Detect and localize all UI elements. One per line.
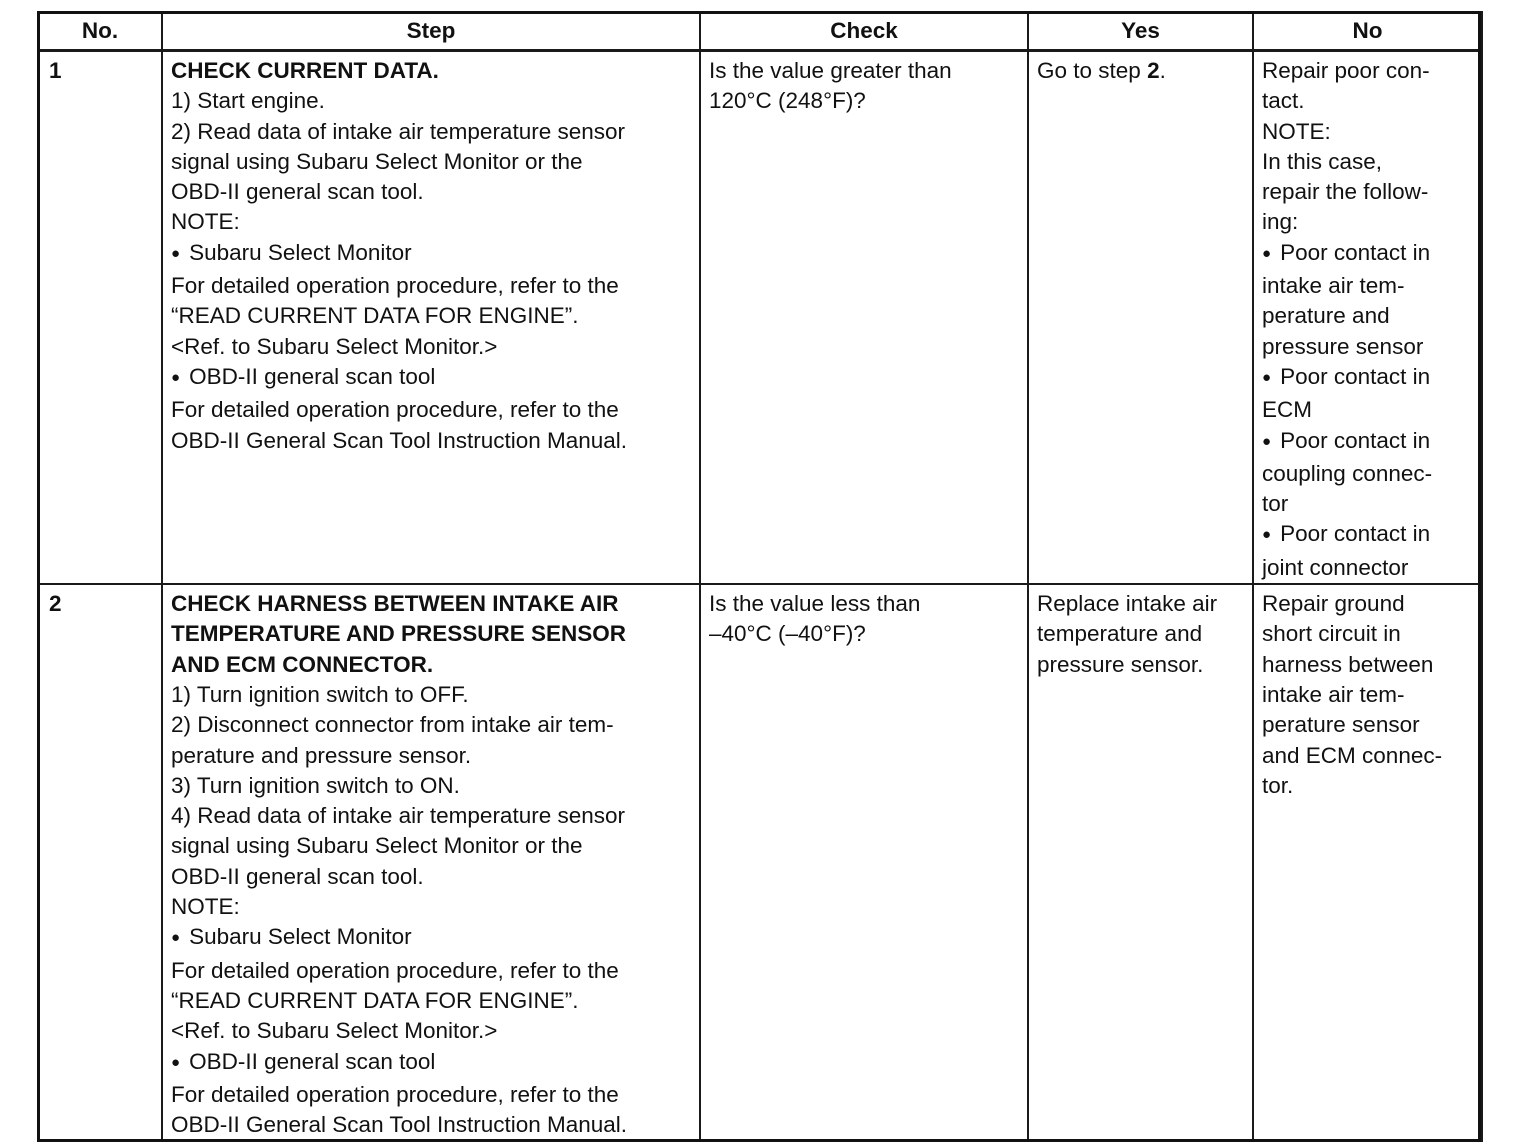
header-no: No. — [38, 12, 162, 51]
no-line: ing: — [1262, 209, 1299, 235]
bullet-item: ● Subaru Select Monitor — [171, 238, 691, 271]
no-line: intake air tem- — [1262, 273, 1405, 299]
yes-line — [1037, 56, 1244, 86]
check-line: Is the value less than — [709, 591, 921, 617]
header-step: Step — [162, 12, 700, 51]
no-line: intake air tem- — [1262, 681, 1405, 707]
instruction-line: 2) Read data of intake air temperature sensor — [171, 118, 625, 144]
instruction-line: For detailed operation procedure, refer to the — [171, 1081, 619, 1107]
yes-line: pressure sensor. — [1037, 651, 1204, 677]
yes-cell — [1028, 51, 1253, 585]
go-to-step-number: 2 — [1147, 58, 1160, 83]
step-instructions — [171, 86, 691, 456]
instruction-line: 2) Disconnect connector from intake air tem- — [171, 712, 614, 738]
yes-text-end: . — [1159, 58, 1166, 83]
bullet-item: ● Subaru Select Monitor — [171, 922, 691, 955]
instruction-line: For detailed operation procedure, refer to the — [171, 273, 619, 299]
instruction-line: For detailed operation procedure, refer to the — [171, 397, 619, 423]
instruction-line: 3) Turn ignition switch to ON. — [171, 772, 460, 798]
yes-cell — [1028, 584, 1253, 1141]
step-title — [171, 56, 691, 86]
no-line: repair the follow- — [1262, 179, 1429, 205]
step-title-line: AND ECM CONNECTOR. — [171, 651, 434, 677]
no-cell — [1253, 51, 1482, 585]
no-line: pressure sensor — [1262, 333, 1424, 359]
instruction-line: 1) Turn ignition switch to OFF. — [171, 681, 469, 707]
yes-line: temperature and — [1037, 621, 1203, 647]
instruction-line: OBD-II General Scan Tool Instruction Manual. — [171, 427, 628, 453]
no-line: ECM — [1262, 397, 1312, 423]
no-line: harness between — [1262, 651, 1434, 677]
step-title — [171, 589, 691, 680]
step-title-line: CHECK CURRENT DATA. — [171, 58, 439, 83]
header-no-action: No — [1253, 12, 1482, 51]
no-line: coupling connec- — [1262, 460, 1433, 486]
bullet-item: ● Poor contact in — [1262, 238, 1473, 271]
instruction-line: signal using Subaru Select Monitor or the — [171, 833, 583, 859]
bullet-item: ● OBD-II general scan tool — [171, 1047, 691, 1080]
instruction-line: NOTE: — [171, 894, 240, 920]
instruction-line: OBD-II general scan tool. — [171, 179, 424, 205]
step-cell — [162, 51, 700, 585]
step-title-line: TEMPERATURE AND PRESSURE SENSOR — [171, 621, 627, 647]
no-line: tact. — [1262, 88, 1305, 114]
no-line: tor. — [1262, 772, 1294, 798]
table-header-row — [38, 12, 1482, 51]
step-title-line: CHECK HARNESS BETWEEN INTAKE AIR — [171, 591, 619, 617]
step-number: 2 — [38, 584, 162, 1141]
no-cell — [1253, 584, 1482, 1141]
bullet-item: ● Poor contact in — [1262, 426, 1473, 459]
no-line: perature sensor — [1262, 712, 1420, 738]
no-line: joint connector — [1262, 554, 1409, 580]
no-line: In this case, — [1262, 148, 1383, 174]
diagnostic-procedure-table-container — [37, 11, 1481, 1142]
instruction-line: 1) Start engine. — [171, 88, 325, 114]
no-line: tor — [1262, 491, 1289, 517]
check-line: Is the value greater than — [709, 58, 952, 83]
instruction-line: OBD-II General Scan Tool Instruction Manual. — [171, 1112, 628, 1138]
instruction-line: “READ CURRENT DATA FOR ENGINE”. — [171, 987, 579, 1013]
no-line: short circuit in — [1262, 621, 1401, 647]
check-cell — [700, 584, 1028, 1141]
check-cell — [700, 51, 1028, 585]
instruction-line: NOTE: — [171, 209, 240, 235]
header-yes: Yes — [1028, 12, 1253, 51]
bullet-item: ● Poor contact in — [1262, 362, 1473, 395]
yes-line: Replace intake air — [1037, 591, 1218, 617]
instruction-line: “READ CURRENT DATA FOR ENGINE”. — [171, 303, 579, 329]
no-line: perature and — [1262, 303, 1390, 329]
table-row — [38, 51, 1482, 585]
no-line: Repair ground — [1262, 591, 1405, 617]
bullet-item: ● Poor contact in — [1262, 519, 1473, 552]
instruction-line: <Ref. to Subaru Select Monitor.> — [171, 1018, 498, 1044]
step-number: 1 — [38, 51, 162, 585]
yes-text: Go to step — [1037, 58, 1148, 83]
instruction-line: signal using Subaru Select Monitor or the — [171, 148, 583, 174]
no-line: and ECM connec- — [1262, 742, 1443, 768]
step-cell — [162, 584, 700, 1141]
instruction-line: <Ref. to Subaru Select Monitor.> — [171, 333, 498, 359]
header-check: Check — [700, 12, 1028, 51]
no-line: Repair poor con- — [1262, 58, 1430, 83]
no-line: NOTE: — [1262, 118, 1331, 144]
table-row — [38, 584, 1482, 1141]
check-line: –40°C (–40°F)? — [709, 621, 866, 647]
diagnostic-procedure-table — [37, 11, 1483, 1142]
check-line: 120°C (248°F)? — [709, 88, 866, 114]
instruction-line: For detailed operation procedure, refer to the — [171, 957, 619, 983]
bullet-item: ● OBD-II general scan tool — [171, 362, 691, 395]
instruction-line: OBD-II general scan tool. — [171, 863, 424, 889]
step-instructions — [171, 680, 691, 1140]
instruction-line: 4) Read data of intake air temperature sensor — [171, 803, 625, 829]
instruction-line: perature and pressure sensor. — [171, 742, 472, 768]
